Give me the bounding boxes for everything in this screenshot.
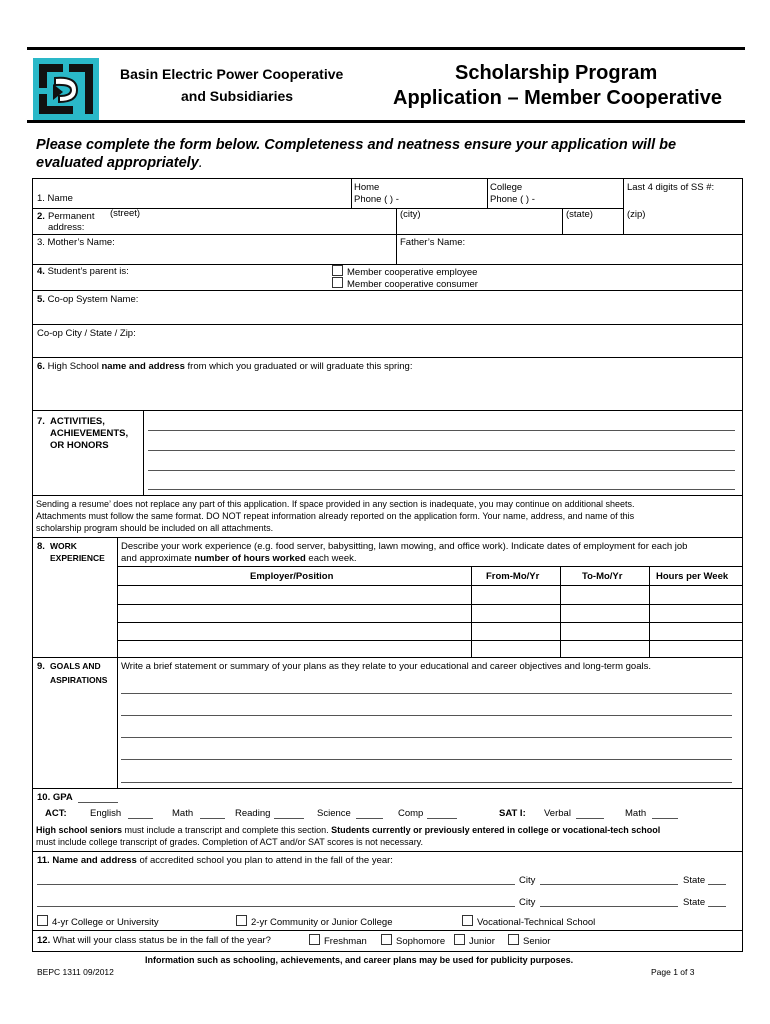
header-top-rule — [27, 47, 745, 50]
act-english-field[interactable] — [128, 818, 153, 819]
act-reading-label: Reading — [235, 808, 271, 819]
checkbox-coop-consumer[interactable] — [332, 277, 343, 288]
option-senior-label: Senior — [523, 936, 551, 947]
org-name-line1: Basin Electric Power Cooperative — [120, 66, 344, 82]
act-label: ACT: — [45, 808, 67, 819]
act-text: ACT — [45, 808, 64, 819]
high-school-label — [37, 361, 412, 372]
school-city-field-1[interactable] — [540, 884, 678, 885]
option-2yr[interactable] — [236, 915, 393, 928]
option-2yr-label: 2-yr Community or Junior College — [251, 917, 393, 928]
checkbox-sophomore[interactable] — [381, 934, 392, 945]
coop-city-label: Co-op City / State / Zip: — [37, 328, 136, 339]
coop-system-num: 5. — [37, 294, 45, 305]
zip-label: (zip) — [627, 209, 646, 220]
checkbox-coop-employee[interactable] — [332, 265, 343, 276]
school-state-field-2[interactable] — [708, 906, 726, 907]
form-code: BEPC 1311 09/2012 — [37, 967, 114, 977]
goals-label-1: GOALS AND — [50, 661, 101, 671]
hs-note-line1 — [36, 825, 660, 836]
act-reading-field[interactable] — [274, 818, 304, 819]
note-line3: scholarship program should be included on all attachments. — [36, 523, 274, 533]
work-desc-2-post: each week. — [305, 553, 357, 564]
checkbox-4yr[interactable] — [37, 915, 48, 926]
act-science-field[interactable] — [356, 818, 383, 819]
goals-line-5[interactable] — [121, 782, 732, 783]
option-junior-label: Junior — [469, 936, 495, 947]
activities-label-1: ACTIVITIES, — [50, 416, 105, 427]
note-line2: Attachments must follow the same format. DO NOT repeat information already reported on the application form. Your name, address, and name of this — [36, 511, 635, 521]
option-senior[interactable] — [508, 934, 550, 947]
act-science-label: Science — [317, 808, 351, 819]
act-english-label: English — [90, 808, 122, 819]
work-label-2: EXPERIENCE — [50, 553, 105, 563]
school-state-label-1: State — [683, 875, 706, 886]
sat-label: SAT I: — [499, 808, 526, 819]
col-hours: Hours per Week — [656, 571, 729, 582]
college-phone-label-2: Phone ( ) - — [490, 194, 535, 205]
intro-text — [36, 136, 676, 172]
checkbox-2yr[interactable] — [236, 915, 247, 926]
school-state-label-2: State — [683, 897, 706, 908]
goals-line-3[interactable] — [121, 737, 732, 738]
act-comp-field[interactable] — [427, 818, 457, 819]
mother-name-label: 3. Mother’s Name: — [37, 237, 115, 248]
act-comp-label: Comp — [398, 808, 424, 819]
high-school-bold: name and address — [101, 361, 185, 372]
note-line1: Sending a resume’ does not replace any part of this application. If space provided in any section is inadequate, you may continue on additional sheets. — [36, 499, 635, 509]
school-city-label-2: City — [519, 897, 536, 908]
checkbox-freshman[interactable] — [309, 934, 320, 945]
coop-system-name — [37, 294, 138, 305]
option-coop-consumer-label: Member cooperative consumer — [347, 279, 478, 290]
address-label-1: Permanent — [48, 211, 95, 222]
high-school-num: 6. — [37, 361, 45, 372]
father-name-label: Father’s Name: — [400, 237, 466, 248]
college-phone-label-1: College — [490, 182, 523, 193]
option-freshman[interactable] — [309, 934, 367, 947]
sat-text: SAT I — [499, 808, 523, 819]
activities-num: 7. — [37, 416, 45, 427]
activities-line-3[interactable] — [148, 470, 735, 471]
work-num: 8. — [37, 541, 45, 552]
gpa-field[interactable] — [78, 802, 118, 803]
address-label-2: address: — [48, 222, 85, 233]
header-bottom-rule — [27, 120, 745, 123]
school-state-field-1[interactable] — [708, 884, 726, 885]
activities-line-2[interactable] — [148, 450, 735, 451]
intro-period: . — [198, 155, 203, 171]
work-row-1[interactable] — [117, 604, 742, 605]
org-name-line2: and Subsidiaries — [181, 88, 294, 104]
class-status-text: What will your class status be in the fall of the year? — [52, 935, 271, 946]
high-school-post: from which you graduated or will graduate this spring: — [184, 361, 413, 372]
checkbox-junior[interactable] — [454, 934, 465, 945]
checkbox-senior[interactable] — [508, 934, 519, 945]
work-row-3[interactable] — [117, 640, 742, 641]
sat-math-label: Math — [625, 808, 647, 819]
school-plan-post: of accredited school you plan to attend in the fall of the year: — [136, 855, 393, 866]
option-sophomore[interactable] — [381, 934, 445, 947]
activities-label-2: ACHIEVEMENTS, — [50, 428, 129, 439]
option-4yr-label: 4-yr College or University — [52, 917, 159, 928]
activities-line-4[interactable] — [148, 489, 735, 490]
intro-line2 — [36, 154, 676, 172]
col-from: From-Mo/Yr — [486, 571, 540, 582]
school-plan-num: 11. — [37, 855, 50, 866]
sat-verbal-field[interactable] — [576, 818, 604, 819]
goals-line-4[interactable] — [121, 759, 732, 760]
school-plan-bold: Name and address — [52, 855, 137, 866]
work-desc-2-bold: number of hours worked — [194, 553, 306, 564]
option-4yr[interactable] — [37, 915, 159, 928]
name-label: 1. Name — [37, 193, 73, 204]
goals-line-1[interactable] — [121, 693, 732, 694]
option-coop-consumer[interactable] — [332, 277, 478, 290]
option-vocational[interactable] — [462, 915, 595, 928]
work-desc-1: Describe your work experience (e.g. food server, babysitting, lawn mowing, and office work). Indicate dates of employment for each job — [121, 541, 688, 552]
goals-label-2: ASPIRATIONS — [50, 675, 108, 685]
activities-label-3: OR HONORS — [50, 440, 109, 451]
address-num: 2. — [37, 211, 45, 222]
form-title-line1: Scholarship Program — [455, 62, 658, 84]
parent-label: Student’s parent is: — [47, 266, 129, 277]
sat-verbal-label: Verbal — [544, 808, 571, 819]
school-name-field-2[interactable] — [37, 906, 515, 907]
basin-electric-logo — [33, 58, 99, 120]
state-label: (state) — [566, 209, 593, 220]
gpa-label: 10. GPA — [37, 792, 73, 803]
hs-note-bold2: Students currently or previously entered in college or vocational-tech school — [331, 825, 661, 835]
form-title-line2: Application – Member Cooperative — [393, 87, 722, 109]
work-desc-2-pre: and approximate — [121, 553, 195, 564]
hs-note-mid: must include a transcript and complete this section. — [122, 825, 332, 835]
work-desc-2 — [121, 553, 357, 564]
goals-num: 9. — [37, 661, 45, 672]
school-city-label-1: City — [519, 875, 536, 886]
option-vocational-label: Vocational-Technical School — [477, 917, 596, 928]
home-phone-label-1: Home — [354, 182, 380, 193]
option-junior[interactable] — [454, 934, 495, 947]
act-math-label: Math — [172, 808, 194, 819]
class-status-num: 12. — [37, 935, 51, 946]
sat-math-field[interactable] — [652, 818, 678, 819]
intro-line2-text: evaluated appropriately — [36, 155, 199, 171]
publicity-notice: Information such as schooling, achievements, and career plans may be used for publicity purposes. — [145, 955, 574, 965]
school-plan-label — [37, 855, 393, 866]
col-to: To-Mo/Yr — [582, 571, 623, 582]
home-phone-label-2: Phone ( ) - — [354, 194, 399, 205]
parent-num — [37, 266, 129, 277]
ss-label: Last 4 digits of SS #: — [627, 182, 715, 193]
coop-system-label: Co-op System Name: — [47, 294, 139, 305]
goals-line-2[interactable] — [121, 715, 732, 716]
checkbox-vocational[interactable] — [462, 915, 473, 926]
activities-line-1[interactable] — [148, 430, 735, 431]
hs-note-line2: must include college transcript of grades. Completion of ACT and/or SAT scores is not necessary. — [36, 837, 424, 847]
work-row-2[interactable] — [117, 622, 742, 623]
option-freshman-label: Freshman — [324, 936, 367, 947]
act-math-field[interactable] — [200, 818, 225, 819]
goals-desc: Write a brief statement or summary of your plans as they relate to your educational and career objectives and long-term goals. — [121, 661, 651, 672]
class-status-label — [37, 935, 271, 946]
school-name-field-1[interactable] — [37, 884, 515, 885]
hs-note-bold1: High school seniors — [36, 825, 123, 835]
school-city-field-2[interactable] — [540, 906, 678, 907]
city-label: (city) — [400, 209, 421, 220]
intro-line1: Please complete the form below. Completeness and neatness ensure your application will be — [36, 137, 677, 153]
option-coop-employee-label: Member cooperative employee — [347, 267, 478, 278]
option-sophomore-label: Sophomore — [396, 936, 446, 947]
work-label-1: WORK — [50, 541, 77, 551]
street-label: (street) — [110, 208, 141, 219]
col-employer: Employer/Position — [250, 571, 334, 582]
page-number: Page 1 of 3 — [651, 967, 695, 977]
parent-num-text: 4. — [37, 266, 45, 277]
high-school-pre: High School — [47, 361, 102, 372]
